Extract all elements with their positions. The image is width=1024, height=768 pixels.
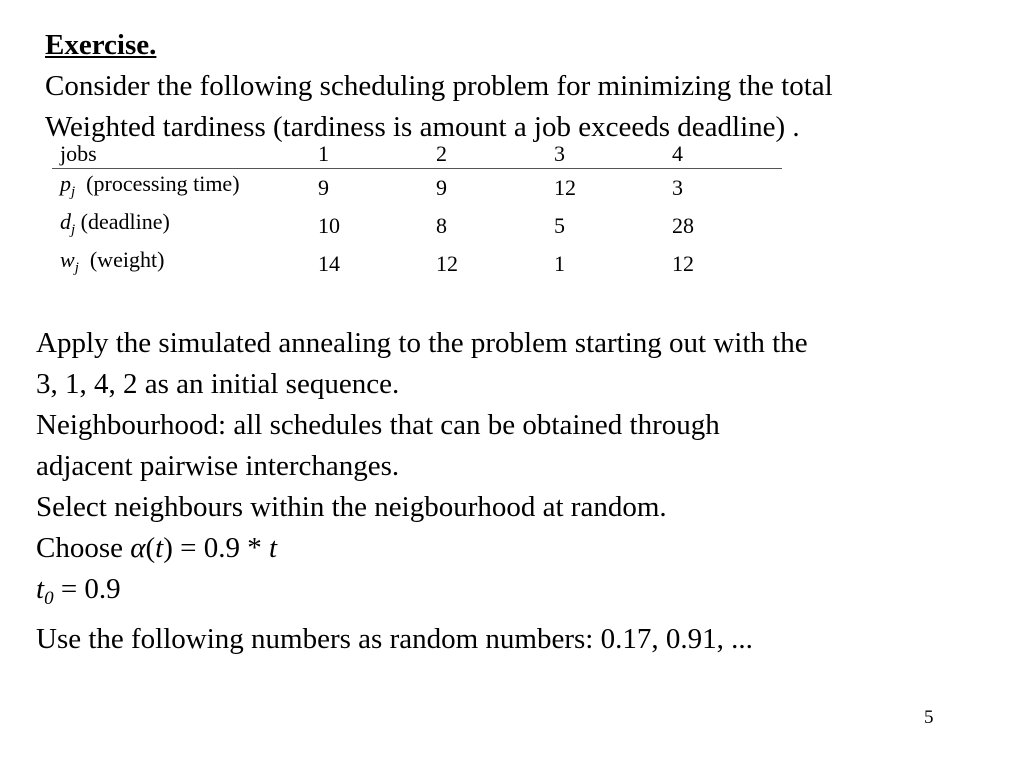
row-symbol: w xyxy=(60,247,75,272)
row-symbol: d xyxy=(60,209,71,234)
table-cell: 8 xyxy=(436,213,447,238)
instruction-line-2: 3, 1, 4, 2 as an initial sequence. xyxy=(36,368,400,400)
table-cell: 12 xyxy=(554,175,576,200)
t0-subscript: 0 xyxy=(44,588,54,609)
table-row-deadline xyxy=(52,207,782,245)
row-subscript: j xyxy=(74,260,79,276)
instruction-line-3: Neighbourhood: all schedules that can be obtained through xyxy=(36,409,720,441)
instruction-line-5: Select neighbours within the neigbourhood at random. xyxy=(36,491,667,523)
row-description: (deadline) xyxy=(80,209,170,234)
table-cell: 3 xyxy=(672,175,683,200)
row-description: (processing time) xyxy=(86,171,240,196)
instruction-line-4: adjacent pairwise interchanges. xyxy=(36,450,400,482)
choose-prefix: Choose xyxy=(36,532,131,564)
table-cell: 12 xyxy=(672,251,694,276)
alpha-symbol: α xyxy=(130,532,146,564)
table-header-row xyxy=(52,140,782,169)
header-label: jobs xyxy=(52,140,310,169)
alpha-formula xyxy=(36,528,1006,569)
table-cell: 5 xyxy=(554,213,565,238)
table-cell: 1 xyxy=(554,251,565,276)
t0-formula xyxy=(36,569,1006,619)
instruction-line-8: Use the following numbers as random numbers: 0.17, 0.91, ... xyxy=(36,623,753,655)
intro-line-2: Weighted tardiness (tardiness is amount a job exceeds deadline) . xyxy=(45,111,800,143)
header-job-4: 4 xyxy=(664,140,782,169)
row-subscript: j xyxy=(71,222,76,238)
table-cell: 10 xyxy=(318,213,340,238)
t-symbol: t xyxy=(36,573,45,605)
header-job-2: 2 xyxy=(428,140,546,169)
table-cell: 9 xyxy=(436,175,447,200)
instruction-line-1: Apply the simulated annealing to the problem starting out with the xyxy=(36,327,808,359)
row-symbol: p xyxy=(60,171,71,196)
t-symbol: t xyxy=(155,532,164,564)
t-symbol: t xyxy=(268,532,278,564)
intro-line-1: Consider the following scheduling problem for minimizing the total xyxy=(45,70,833,102)
table-cell: 12 xyxy=(436,251,458,276)
header-job-3: 3 xyxy=(546,140,664,169)
t0-value: = 0.9 xyxy=(53,573,121,605)
table-cell: 28 xyxy=(672,213,694,238)
row-description: (weight) xyxy=(89,247,165,272)
exercise-title: Exercise. xyxy=(45,29,157,61)
table-row-processing-time xyxy=(52,169,782,208)
row-label xyxy=(52,207,310,245)
formula-middle: ) = 0.9 * xyxy=(163,532,269,564)
row-subscript: j xyxy=(71,184,76,200)
page-number: 5 xyxy=(924,707,934,728)
header-job-1: 1 xyxy=(310,140,428,169)
table-cell: 14 xyxy=(318,251,340,276)
jobs-table xyxy=(52,140,782,283)
instructions-text xyxy=(36,323,1006,660)
table-cell: 9 xyxy=(318,175,329,200)
table-row-weight xyxy=(52,245,782,283)
row-label xyxy=(52,245,310,283)
row-label xyxy=(52,169,310,208)
paren-open: ( xyxy=(145,532,156,564)
intro-text xyxy=(45,66,1005,148)
